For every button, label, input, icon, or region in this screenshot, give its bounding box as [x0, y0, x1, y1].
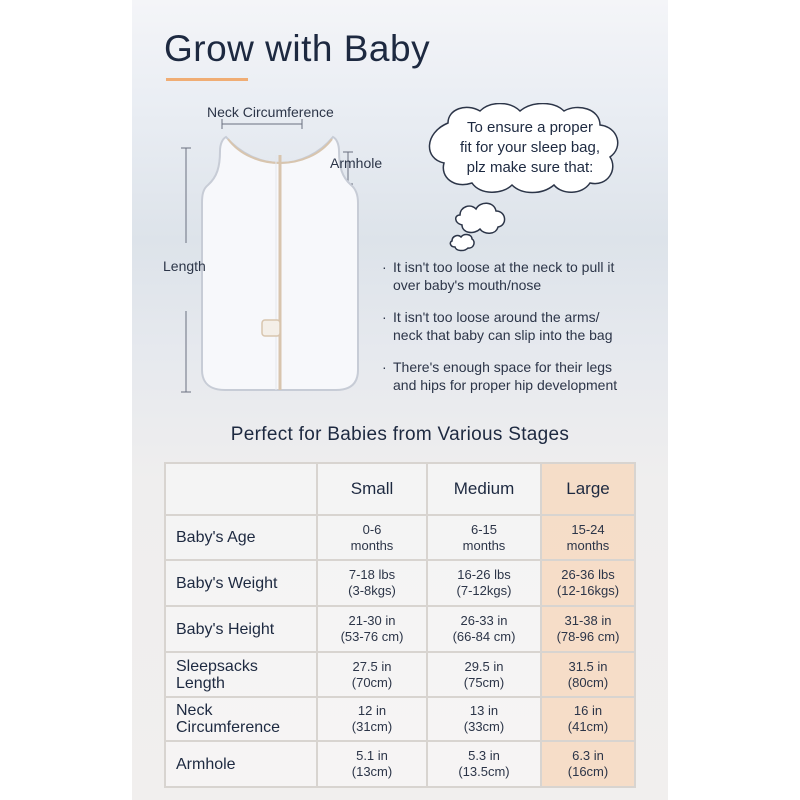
- fit-tips-list: [382, 258, 662, 408]
- cell-line: (3-8kgs): [348, 583, 396, 598]
- row-label-line: Sleepsacks: [176, 657, 258, 675]
- cell-line: 26-36 lbs: [561, 567, 615, 582]
- cell-line: (80cm): [567, 674, 609, 690]
- cell-line: (13cm): [351, 764, 393, 779]
- cell-line: (7-12kgs): [456, 583, 512, 598]
- list-item: [382, 358, 662, 394]
- size-chart-table: [164, 462, 636, 788]
- table-row: [165, 515, 635, 560]
- row-label-line: Armhole: [176, 755, 236, 773]
- tip-line: over baby's mouth/nose: [393, 277, 542, 293]
- cell-line: months: [566, 537, 610, 553]
- table-cell: [427, 515, 541, 560]
- cell-line: (33cm): [463, 719, 505, 734]
- table-cell: [541, 515, 635, 560]
- snap-tab: [262, 320, 280, 336]
- cell-line: 31.5 in: [568, 658, 608, 674]
- table-header-cell: Small: [317, 463, 427, 515]
- row-label: [165, 560, 317, 606]
- cell-line: 6.3 in: [572, 748, 604, 763]
- row-label-line: Baby's Weight: [176, 574, 278, 592]
- row-label-line: Neck: [176, 702, 213, 719]
- table-row: [165, 652, 635, 697]
- cell-line: months: [350, 537, 394, 553]
- table-row: [165, 606, 635, 652]
- cell-line: 13 in: [469, 703, 499, 718]
- row-label-line: Baby's Height: [176, 620, 275, 638]
- cell-line: 12 in: [357, 703, 387, 718]
- table-header-cell: Large: [541, 463, 635, 515]
- table-row: [165, 560, 635, 606]
- cell-line: 5.3 in: [468, 748, 500, 763]
- tip-line: There's enough space for their legs: [393, 359, 613, 375]
- table-row: [165, 741, 635, 787]
- table-cell: [317, 697, 427, 741]
- table-cell: [541, 560, 635, 606]
- cell-line: 6-15: [470, 521, 498, 537]
- armhole-label: Armhole: [330, 155, 383, 171]
- cell-line: 31-38 in: [564, 613, 612, 628]
- neck-circumference-label: Neck Circumference: [207, 104, 334, 120]
- table-cell: [541, 606, 635, 652]
- cell-line: (31cm): [351, 719, 393, 734]
- table-cell: [427, 652, 541, 697]
- row-label-line: Circumference: [176, 719, 281, 736]
- cloud-line: To ensure a proper: [467, 119, 593, 136]
- tip-line: It isn't too loose around the arms/: [393, 309, 600, 325]
- page-title: Grow with Baby: [164, 28, 431, 69]
- section-subtitle: Perfect for Babies from Various Stages: [230, 424, 570, 445]
- cell-line: (12-16kgs): [556, 583, 620, 598]
- table-cell: [427, 697, 541, 741]
- row-label: [165, 515, 317, 560]
- list-item: [382, 308, 662, 344]
- cell-line: (66-84 cm): [452, 629, 516, 644]
- cell-line: 15-24: [571, 521, 605, 537]
- table-cell: [317, 741, 427, 787]
- tip-line: and hips for proper hip development: [393, 377, 618, 393]
- row-label: [165, 652, 317, 697]
- cell-line: 16 in: [573, 703, 603, 718]
- table-cell: [317, 560, 427, 606]
- cell-line: 7-18 lbs: [348, 567, 396, 582]
- tip-line: It isn't too loose at the neck to pull it: [393, 259, 615, 275]
- cell-line: (78-96 cm): [556, 629, 620, 644]
- bullet-icon: ·: [382, 259, 387, 275]
- cell-line: (53-76 cm): [340, 629, 404, 644]
- cloud-line: plz make sure that:: [466, 159, 594, 176]
- table-cell: [427, 606, 541, 652]
- table-cell: [317, 606, 427, 652]
- table-cell: [317, 515, 427, 560]
- table-cell: [541, 652, 635, 697]
- cell-line: 0-6: [362, 521, 382, 537]
- row-label-line: Baby's Age: [176, 529, 256, 546]
- cell-line: 27.5 in: [352, 658, 392, 674]
- list-item: [382, 258, 662, 294]
- row-label: [165, 741, 317, 787]
- cell-line: 5.1 in: [356, 748, 388, 763]
- row-label-line: Length: [176, 674, 225, 692]
- cell-line: 26-33 in: [460, 613, 508, 628]
- cloud-line: fit for your sleep bag,: [459, 139, 601, 156]
- table-header-cell: [165, 463, 317, 515]
- cell-line: months: [462, 537, 506, 553]
- cloud-message: [440, 118, 620, 178]
- cell-line: 21-30 in: [348, 613, 396, 628]
- cell-line: 29.5 in: [464, 658, 504, 674]
- table-cell: [541, 741, 635, 787]
- tip-line: neck that baby can slip into the bag: [393, 327, 613, 343]
- cell-line: (16cm): [567, 764, 609, 779]
- table-header-cell: Medium: [427, 463, 541, 515]
- title-underline: [166, 78, 248, 81]
- cell-line: (75cm): [463, 674, 505, 690]
- row-label: [165, 697, 317, 741]
- table-cell: [541, 697, 635, 741]
- bullet-icon: ·: [382, 309, 387, 325]
- table-cell: [427, 741, 541, 787]
- cell-line: (13.5cm): [458, 764, 510, 779]
- table-row: [165, 697, 635, 741]
- length-label: Length: [163, 258, 206, 274]
- table-cell: [317, 652, 427, 697]
- cell-line: 16-26 lbs: [457, 567, 511, 582]
- table-cell: [427, 560, 541, 606]
- table-header-row: [165, 463, 635, 515]
- bullet-icon: ·: [382, 359, 387, 375]
- cell-line: (70cm): [351, 674, 393, 690]
- cell-line: (41cm): [567, 719, 609, 734]
- row-label: [165, 606, 317, 652]
